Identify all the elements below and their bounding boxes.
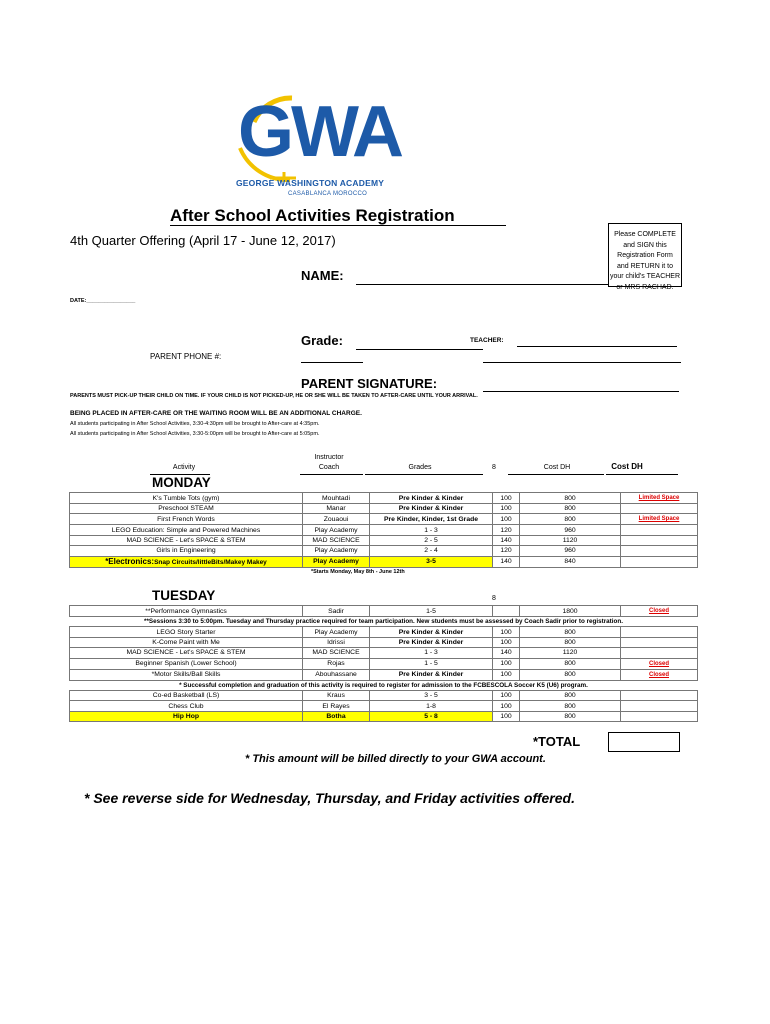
parent-signature-field[interactable] xyxy=(483,391,679,392)
monday-status[interactable] xyxy=(621,535,698,545)
monday-activity: K's Tumble Tots (gym) xyxy=(70,493,303,504)
col-cost-1: Cost DH xyxy=(543,464,571,471)
tuesday-activity: Hip Hop xyxy=(70,711,303,721)
teacher-field[interactable] xyxy=(517,346,677,347)
tuesday-activity: LEGO Story Starter xyxy=(70,627,303,637)
date-field[interactable]: DATE:________________ xyxy=(70,298,136,304)
parent-phone-field-a[interactable] xyxy=(301,362,363,363)
tuesday-sessions: 100 xyxy=(493,637,520,647)
tuesday-grades: 5 - 8 xyxy=(370,711,493,721)
status-badge: Limited Space xyxy=(638,495,680,501)
status-badge: Closed xyxy=(648,660,669,667)
tuesday-activity: MAD SCIENCE - Let's SPACE & STEM xyxy=(70,648,303,658)
total-field[interactable] xyxy=(608,732,680,752)
table-row[interactable] xyxy=(70,648,698,658)
tuesday-grades: Pre Kinder & Kinder xyxy=(370,627,493,637)
table-row[interactable] xyxy=(70,514,698,525)
monday-grades: 2 - 5 xyxy=(370,535,493,545)
school-location: CASABLANCA MOROCCO xyxy=(288,191,368,197)
table-row[interactable] xyxy=(70,711,698,721)
gymnastics-note-text: **Sessions 3:30 to 5:00pm. Tuesday and Thursday practice required for team participation. New students must be assessed by Coach Sadir prior to registration. xyxy=(144,618,623,626)
school-name: GEORGE WASHINGTON ACADEMY xyxy=(236,178,385,188)
table-row[interactable] xyxy=(70,606,698,617)
soccer-note-text: * Successful completion and graduation of this activity is required to register for admission to the FCBESCOLA Soccer K5 (U6) program. xyxy=(179,681,588,689)
status-badge: Limited Space xyxy=(638,516,680,523)
tuesday-status[interactable] xyxy=(621,648,698,658)
monday-activity: LEGO Education: Simple and Powered Machines xyxy=(70,525,303,535)
table-row[interactable] xyxy=(70,669,698,680)
monday-cost: 1120 xyxy=(520,535,621,545)
table-row[interactable] xyxy=(70,658,698,669)
tuesday-cost: 800 xyxy=(520,711,621,721)
table-row[interactable] xyxy=(70,637,698,647)
monday-status[interactable] xyxy=(621,514,698,525)
monday-grades: 1 - 3 xyxy=(370,525,493,535)
tuesday-cost: 1800 xyxy=(520,606,621,617)
tuesday-grades: 1 - 3 xyxy=(370,648,493,658)
tuesday-grades: Pre Kinder & Kinder xyxy=(370,637,493,647)
tuesday-cost: 800 xyxy=(520,658,621,669)
monday-sessions: 120 xyxy=(493,525,520,535)
monday-sessions: 140 xyxy=(493,556,520,567)
col-coach-1: Instructor xyxy=(314,454,344,461)
tuesday-coach: MAD SCIENCE xyxy=(303,648,370,658)
monday-sessions: 120 xyxy=(493,546,520,556)
table-row[interactable] xyxy=(70,690,698,700)
grade-label: Grade: xyxy=(301,333,343,348)
tuesday-sessions: 100 xyxy=(493,658,520,669)
tuesday-label: TUESDAY xyxy=(152,588,216,603)
parent-signature-label: PARENT SIGNATURE: xyxy=(301,376,438,391)
tuesday-sessions: 140 xyxy=(493,648,520,658)
monday-status[interactable] xyxy=(621,525,698,535)
monday-coach: Mouhtadi xyxy=(303,493,370,504)
tuesday-grades: 1-8 xyxy=(370,701,493,711)
tuesday-coach: Sadir xyxy=(303,606,370,617)
monday-coach: Play Academy xyxy=(303,556,370,567)
tuesday-coach: Abouhassane xyxy=(303,669,370,680)
tuesday-activity: Beginner Spanish (Lower School) xyxy=(70,658,303,669)
tuesday-coach: Idrissi xyxy=(303,637,370,647)
monday-footnote: *Starts Monday, May 8th - June 12th xyxy=(311,569,405,575)
tuesday-activity: K-Come Paint with Me xyxy=(70,637,303,647)
tuesday-sessions: 8 xyxy=(492,595,496,602)
instructions-box: Please COMPLETE and SIGN this Registration Form and RETURN it to your child's TEACHER or MRS RACHAD. xyxy=(608,223,682,287)
monday-status[interactable] xyxy=(621,493,698,504)
table-row[interactable] xyxy=(70,627,698,637)
col-cost-1-line xyxy=(508,474,604,475)
monday-cost: 800 xyxy=(520,504,621,514)
tuesday-status[interactable] xyxy=(621,701,698,711)
monday-coach: Manar xyxy=(303,504,370,514)
monday-sessions: 140 xyxy=(493,535,520,545)
quarter-offering: 4th Quarter Offering (April 17 - June 12, 2017) xyxy=(70,233,336,248)
table-row[interactable] xyxy=(70,504,698,514)
billing-note: * This amount will be billed directly to your GWA account. xyxy=(245,753,546,765)
tuesday-sessions xyxy=(493,606,520,617)
aftercare-notice: BEING PLACED IN AFTER-CARE OR THE WAITING ROOM WILL BE AN ADDITIONAL CHARGE. xyxy=(70,410,362,417)
col-grades: Grades xyxy=(408,464,432,471)
reverse-side-note: * See reverse side for Wednesday, Thursday, and Friday activities offered. xyxy=(84,790,575,806)
tuesday-activity: *Motor Skills/Ball Skills xyxy=(70,669,303,680)
col-coach-line xyxy=(300,474,363,475)
col-sessions: 8 xyxy=(492,464,496,471)
form-title: After School Activities Registration xyxy=(170,206,455,225)
title-underline xyxy=(170,225,506,226)
table-row[interactable] xyxy=(70,525,698,535)
tuesday-grades: 1 - 5 xyxy=(370,658,493,669)
parent-phone-label: PARENT PHONE #: xyxy=(150,352,222,361)
tuesday-cost: 800 xyxy=(520,701,621,711)
pickup-notice: PARENTS MUST PICK-UP THEIR CHILD ON TIME. IF YOUR CHILD IS NOT PICKED-UP, HE OR SHE WILL BE TAKEN TO AFTER-CARE UNTIL YOUR ARRIVAL. xyxy=(70,393,478,399)
tuesday-table xyxy=(69,605,698,722)
monday-grades: 2 - 4 xyxy=(370,546,493,556)
logo xyxy=(232,92,407,202)
monday-activity: MAD SCIENCE - Let's SPACE & STEM xyxy=(70,535,303,545)
name-field[interactable] xyxy=(356,284,608,285)
tuesday-sessions: 100 xyxy=(493,627,520,637)
tuesday-coach: Botha xyxy=(303,711,370,721)
monday-status[interactable] xyxy=(621,556,698,567)
tuesday-coach: El Rayes xyxy=(303,701,370,711)
col-grades-line xyxy=(365,474,483,475)
col-cost-2-line xyxy=(606,474,678,475)
monday-grades: 3-5 xyxy=(370,556,493,567)
status-badge: Closed xyxy=(648,608,669,614)
tuesday-status[interactable] xyxy=(621,690,698,700)
monday-cost: 840 xyxy=(520,556,621,567)
activity-name: *Electronics: xyxy=(105,556,155,566)
tuesday-cost: 800 xyxy=(520,627,621,637)
tuesday-status[interactable] xyxy=(621,627,698,637)
tuesday-cost: 800 xyxy=(520,669,621,680)
tuesday-coach: Rojas xyxy=(303,658,370,669)
tuesday-grades: 1-5 xyxy=(370,606,493,617)
tuesday-activity: Co-ed Basketball (LS) xyxy=(70,690,303,700)
activity-detail: Snap Circuits/littleBits/Makey Makey xyxy=(154,558,267,566)
tuesday-cost: 800 xyxy=(520,637,621,647)
parent-phone-field-b[interactable] xyxy=(483,362,681,363)
monday-grades: Pre Kinder, Kinder, 1st Grade xyxy=(370,514,493,525)
tuesday-cost: 800 xyxy=(520,690,621,700)
tuesday-coach: Play Academy xyxy=(303,627,370,637)
monday-sessions: 100 xyxy=(493,493,520,504)
monday-grades: Pre Kinder & Kinder xyxy=(370,504,493,514)
tuesday-status[interactable] xyxy=(621,658,698,669)
monday-sessions: 100 xyxy=(493,504,520,514)
tuesday-status[interactable] xyxy=(621,606,698,617)
monday-coach: MAD SCIENCE xyxy=(303,535,370,545)
monday-cost: 960 xyxy=(520,525,621,535)
monday-activity: Preschool STEAM xyxy=(70,504,303,514)
monday-cost: 960 xyxy=(520,546,621,556)
monday-coach: Zouaoui xyxy=(303,514,370,525)
monday-coach: Play Academy xyxy=(303,546,370,556)
monday-label: MONDAY xyxy=(152,475,211,490)
tuesday-sessions: 100 xyxy=(493,690,520,700)
status-badge: Closed xyxy=(648,671,669,678)
tuesday-coach: Kraus xyxy=(303,690,370,700)
tuesday-grades: 3 - 5 xyxy=(370,690,493,700)
name-label: NAME: xyxy=(301,268,344,283)
tuesday-grades: Pre Kinder & Kinder xyxy=(370,669,493,680)
tuesday-status[interactable] xyxy=(621,669,698,680)
tuesday-cost: 1120 xyxy=(520,648,621,658)
col-activity: Activity xyxy=(172,464,196,471)
monday-cost: 800 xyxy=(520,493,621,504)
gymnastics-note xyxy=(70,617,698,627)
tuesday-status[interactable] xyxy=(621,711,698,721)
monday-status[interactable] xyxy=(621,504,698,514)
monday-activity xyxy=(70,556,303,567)
tuesday-sessions: 100 xyxy=(493,701,520,711)
monday-sessions: 100 xyxy=(493,514,520,525)
monday-status[interactable] xyxy=(621,546,698,556)
monday-cost: 800 xyxy=(520,514,621,525)
tuesday-sessions: 100 xyxy=(493,711,520,721)
aftercare-info-2: All students participating in After School Activities, 3:30-5:00pm will be brought to After-care at 5:05pm. xyxy=(70,431,320,437)
monday-table xyxy=(69,492,698,568)
table-row[interactable] xyxy=(70,701,698,711)
tuesday-activity: **Performance Gymnastics xyxy=(70,606,303,617)
monday-grades: Pre Kinder & Kinder xyxy=(370,493,493,504)
tuesday-sessions: 100 xyxy=(493,669,520,680)
tuesday-status[interactable] xyxy=(621,637,698,647)
total-label: *TOTAL xyxy=(533,734,581,749)
aftercare-info-1: All students participating in After School Activities, 3:30-4:30pm will be brought to After-care at 4:35pm. xyxy=(70,421,320,427)
teacher-label: TEACHER: xyxy=(470,337,504,344)
monday-activity: First French Words xyxy=(70,514,303,525)
table-row[interactable] xyxy=(70,556,698,567)
soccer-note xyxy=(70,680,698,690)
monday-activity: Girls in Engineering xyxy=(70,546,303,556)
table-row[interactable] xyxy=(70,535,698,545)
table-row[interactable] xyxy=(70,493,698,504)
logo-wordmark: GWA xyxy=(238,92,401,172)
monday-coach: Play Academy xyxy=(303,525,370,535)
grade-field[interactable] xyxy=(356,349,483,350)
tuesday-activity: Chess Club xyxy=(70,701,303,711)
col-coach-2: Coach xyxy=(318,464,340,471)
col-cost-2: Cost DH xyxy=(611,462,643,471)
table-row[interactable] xyxy=(70,546,698,556)
